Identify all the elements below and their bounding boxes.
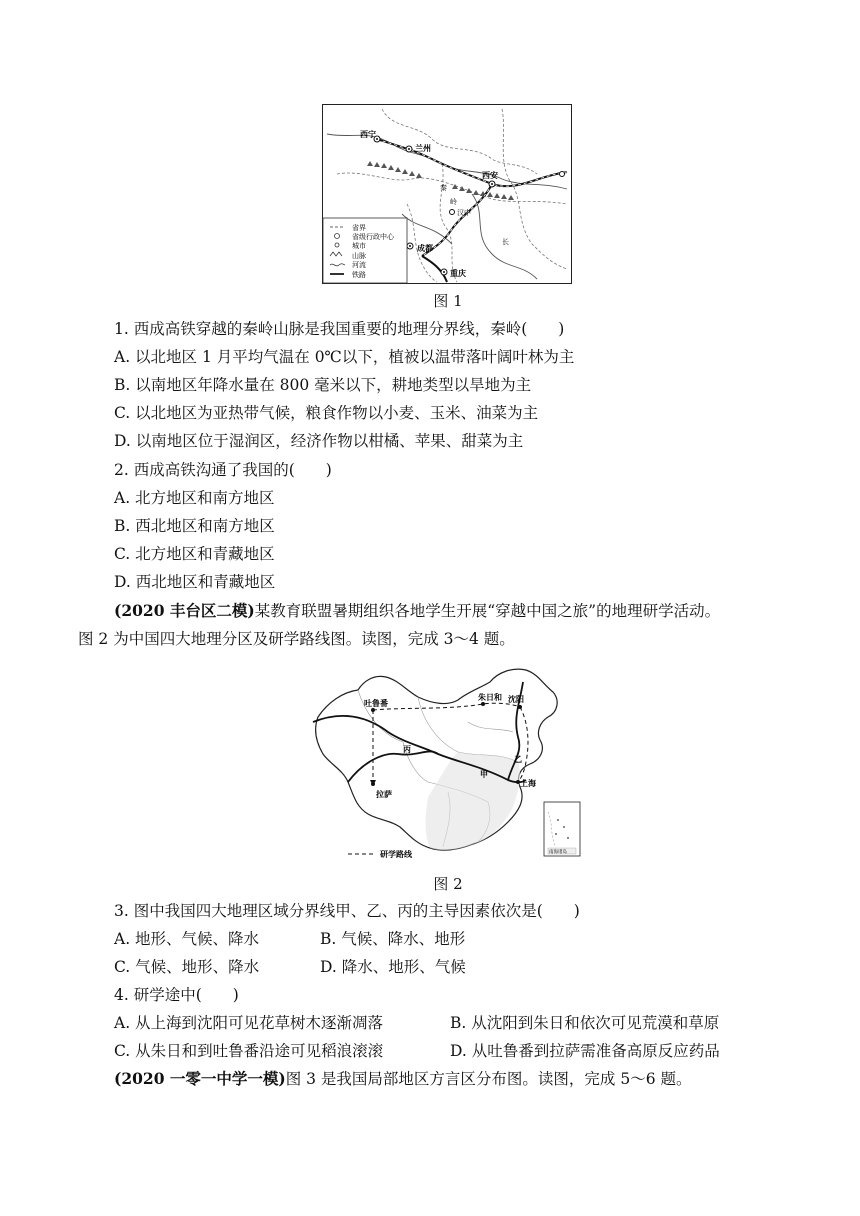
city-label-chongqing: 重庆	[450, 269, 466, 278]
question-2-option-d: D. 西北地区和青藏地区	[114, 573, 276, 591]
question-4-option-d: D. 从吐鲁番到拉萨需准备高原反应药品	[450, 1042, 720, 1060]
figure-1-caption: 图 1	[433, 292, 463, 310]
question-4-option-b: B. 从沈阳到朱日和依次可见荒漠和草原	[450, 1014, 720, 1032]
figure-2-map	[308, 662, 584, 862]
question-3-option-d: D. 降水、地形、气候	[320, 958, 466, 976]
intro-3-source: (2020 一零一中学一模)	[114, 1069, 286, 1088]
map-label-yi: 乙	[514, 755, 522, 764]
figure-1-map	[322, 104, 572, 284]
city-label-lanzhou: 兰州	[415, 144, 431, 153]
map-label-tulufan: 吐鲁番	[364, 699, 388, 708]
intro-2-line-1	[114, 601, 720, 621]
mountain-label-ling: 岭	[450, 198, 457, 206]
question-3-option-b: B. 气候、降水、地形	[320, 930, 466, 948]
map-label-lasa: 拉萨	[376, 790, 392, 799]
map-label-zhurihe: 朱日和	[478, 693, 502, 702]
question-4-option-a: A. 从上海到沈阳可见花草树木逐渐凋落	[114, 1014, 384, 1032]
question-1-option-d: D. 以南地区位于湿润区，经济作物以柑橘、苹果、甜菜为主	[114, 432, 524, 450]
inset-label-nanhai: 南海诸岛	[549, 850, 567, 855]
question-4-option-c: C. 从朱日和到吐鲁番沿途可见稻浪滚滚	[114, 1042, 384, 1060]
intro-2-source: (2020 丰台区二模)	[114, 601, 255, 620]
question-1-stem: 1. 西成高铁穿越的秦岭山脉是我国重要的地理分界线，秦岭( )	[114, 320, 565, 338]
intro-3-text: 图 3 是我国局部地区方言区分布图。读图，完成 5～6 题。	[285, 1070, 692, 1088]
city-label-hanzhong: 汉中	[457, 209, 471, 217]
question-2-option-c: C. 北方地区和青藏地区	[114, 545, 275, 563]
legend-item-3: 山脉	[352, 252, 366, 260]
question-2-option-a: A. 北方地区和南方地区	[114, 489, 275, 507]
question-3-option-c: C. 气候、地形、降水	[114, 958, 260, 976]
legend-item-1: 省级行政中心	[352, 233, 394, 241]
legend-item-4: 河流	[352, 261, 366, 269]
river-label-chang: 长	[502, 238, 509, 246]
question-1-option-a: A. 以北地区 1 月平均气温在 0℃以下，植被以温带落叶阔叶林为主	[114, 348, 575, 366]
question-2-stem: 2. 西成高铁沟通了我国的( )	[114, 461, 332, 479]
legend-item-2: 城市	[352, 242, 366, 250]
map-label-jia: 甲	[480, 770, 488, 779]
map-label-shanghai: 上海	[520, 779, 536, 788]
city-label-xining: 西宁	[360, 130, 376, 139]
mountain-label-qin: 秦	[440, 184, 447, 192]
question-3-stem: 3. 图中我国四大地理区域分界线甲、乙、丙的主导因素依次是( )	[114, 902, 580, 920]
figure-2-caption: 图 2	[433, 875, 463, 893]
legend-item-5: 铁路	[352, 271, 366, 279]
map-label-bing: 丙	[403, 745, 411, 754]
city-label-xian: 西安	[482, 171, 498, 180]
legend-item-0: 省界	[352, 224, 366, 232]
question-1-option-b: B. 以南地区年降水量在 800 毫米以下，耕地类型以旱地为主	[114, 376, 532, 394]
map-label-shenyang: 沈阳	[508, 695, 524, 704]
figure-2-legend: 研学路线	[380, 850, 412, 859]
intro-3-line	[114, 1069, 692, 1089]
intro-2-text-2: 图 2 为中国四大地理分区及研学路线图。读图，完成 3～4 题。	[78, 630, 515, 648]
question-3-option-a: A. 地形、气候、降水	[114, 930, 260, 948]
question-4-stem: 4. 研学途中( )	[114, 986, 239, 1004]
city-label-chengdu: 成都	[417, 244, 433, 253]
question-2-option-b: B. 西北地区和南方地区	[114, 517, 275, 535]
question-1-option-c: C. 以北地区为亚热带气候，粮食作物以小麦、玉米、油菜为主	[114, 404, 539, 422]
intro-2-text-1: 某教育联盟暑期组织各地学生开展“穿越中国之旅”的地理研学活动。	[254, 602, 721, 620]
